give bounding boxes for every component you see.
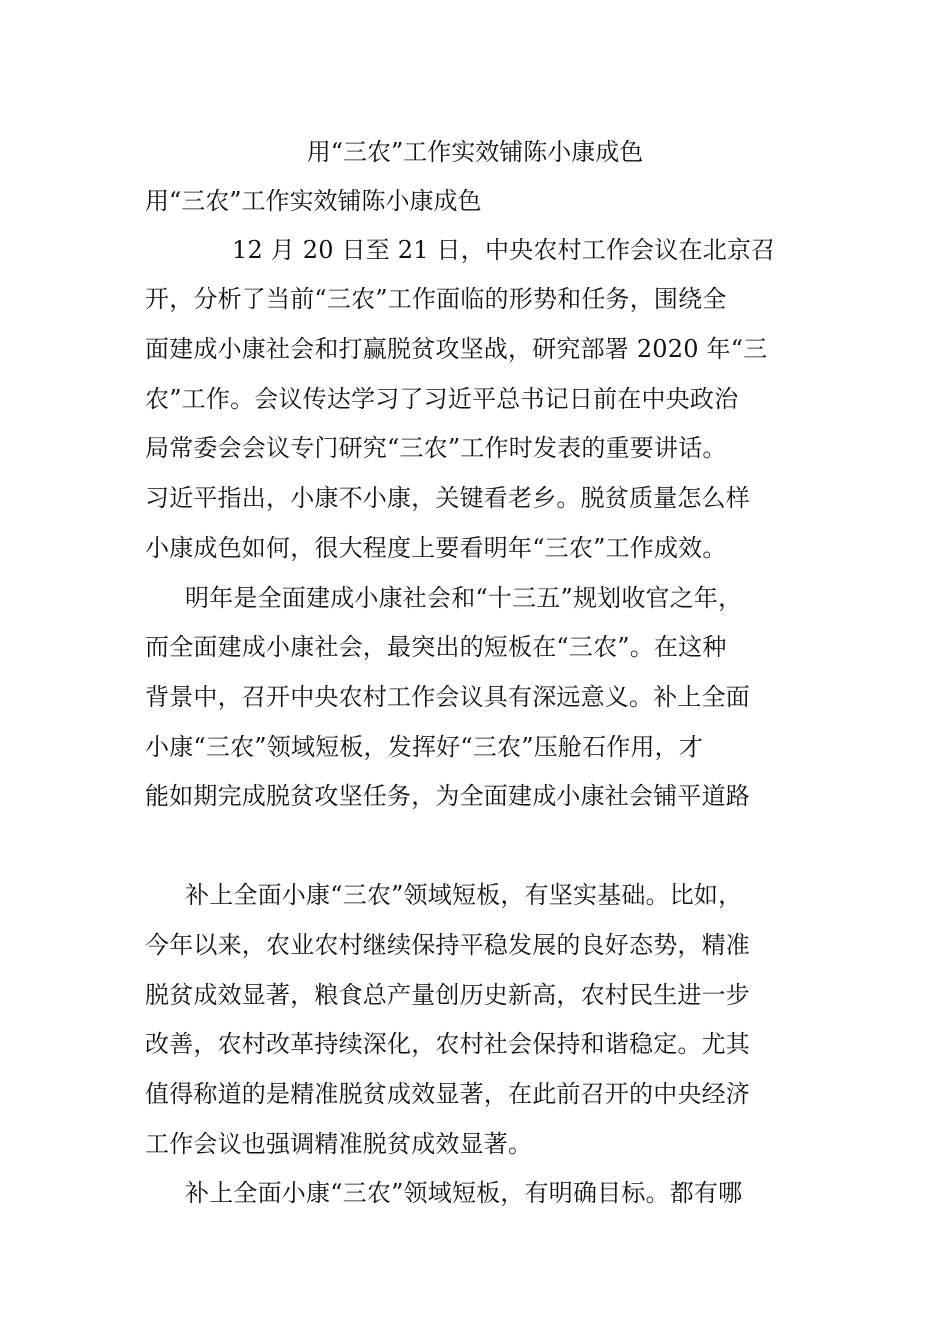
text-line: 工作会议也强调精准脱贫成效显著。: [145, 1130, 533, 1158]
text-line: 小康成色如何，很大程度上要看明年“三农”工作成效。: [145, 534, 727, 562]
text-line: 今年以来，农业农村继续保持平稳发展的良好态势，精准: [145, 931, 750, 959]
text-line: 开，分析了当前“三农”工作面临的形势和任务，围绕全: [145, 285, 727, 313]
text-line: 值得称道的是精准脱贫成效显著，在此前召开的中央经济: [145, 1080, 750, 1108]
text-line: 明年是全面建成小康社会和“十三五”规划收官之年，: [185, 584, 743, 612]
text-line: 背景中，召开中央农村工作会议具有深远意义。补上全面: [145, 683, 750, 711]
document-subtitle: 用“三农”工作实效铺陈小康成色: [145, 187, 482, 215]
text-line: 习近平指出，小康不小康，关键看老乡。脱贫质量怎么样: [145, 484, 750, 512]
text-line: 农”工作。会议传达学习了习近平总书记日前在中央政治: [145, 385, 739, 413]
text-line: 小康“三农”领域短板，发挥好“三农”压舱石作用，才: [145, 733, 704, 761]
text-line: 改善，农村改革持续深化，农村社会保持和谐稳定。尤其: [145, 1030, 750, 1058]
text-line: 补上全面小康“三农”领域短板，有明确目标。都有哪: [185, 1179, 743, 1207]
text-line: 面建成小康社会和打赢脱贫攻坚战，研究部署 2020 年“三: [145, 335, 768, 363]
text-line: 脱贫成效显著，粮食总产量创历史新高，农村民生进一步: [145, 981, 750, 1009]
text-line: 能如期完成脱贫攻坚任务，为全面建成小康社会铺平道路: [145, 782, 750, 810]
document-title: 用“三农”工作实效铺陈小康成色: [306, 138, 644, 166]
text-line: 补上全面小康“三农”领域短板，有坚实基础。比如，: [185, 881, 743, 909]
text-line: 而全面建成小康社会，最突出的短板在“三农”。在这种: [145, 633, 727, 661]
text-line: 局常委会会议专门研究“三农”工作时发表的重要讲话。: [145, 434, 727, 462]
text-line: 12 月 20 日至 21 日，中央农村工作会议在北京召: [232, 236, 776, 264]
